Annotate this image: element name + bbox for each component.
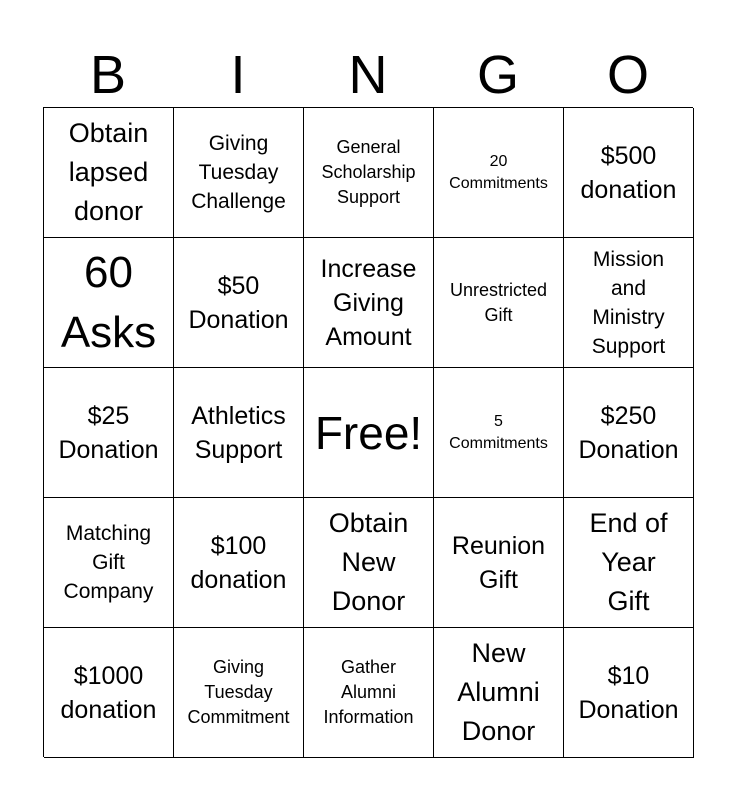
bingo-cell[interactable]	[564, 498, 694, 628]
bingo-cell[interactable]	[44, 498, 174, 628]
bingo-cell-label: $50 Donation	[188, 271, 289, 334]
bingo-cell[interactable]	[434, 108, 564, 238]
bingo-cell[interactable]	[174, 238, 304, 368]
bingo-cell-label: Giving Tuesday Commitment	[187, 657, 290, 727]
bingo-cell[interactable]	[44, 238, 174, 368]
bingo-cell-label: General Scholarship Support	[321, 137, 416, 207]
bingo-cell-label: $100 donation	[190, 531, 287, 594]
header-letter-b: B	[89, 45, 127, 105]
bingo-cell[interactable]	[564, 628, 694, 758]
bingo-cell[interactable]	[174, 498, 304, 628]
bingo-cell[interactable]	[174, 628, 304, 758]
bingo-cell[interactable]	[434, 498, 564, 628]
header-letter-g: G	[476, 45, 519, 105]
bingo-cell[interactable]	[434, 628, 564, 758]
header-letter-n: N	[348, 45, 388, 105]
bingo-cell[interactable]	[564, 108, 694, 238]
bingo-cell-label: Gather Alumni Information	[323, 657, 414, 727]
bingo-cell[interactable]	[564, 238, 694, 368]
bingo-cell-label: New Alumni Donor	[457, 638, 540, 746]
bingo-cell-label: Giving Tuesday Challenge	[191, 132, 286, 213]
bingo-cell[interactable]	[304, 238, 434, 368]
bingo-cell[interactable]	[174, 368, 304, 498]
bingo-cell-label: Unrestricted Gift	[449, 279, 548, 325]
bingo-cell-label: Increase Giving Amount	[320, 254, 417, 351]
bingo-cell-label: Matching Gift Company	[63, 522, 154, 603]
bingo-cell-label: $10 Donation	[578, 661, 679, 724]
bingo-cell-label: End of Year Gift	[589, 508, 668, 616]
header-letter-o: O	[606, 45, 649, 105]
bingo-cell[interactable]	[44, 108, 174, 238]
bingo-cell-label: Obtain New Donor	[328, 508, 409, 616]
bingo-cell[interactable]	[304, 628, 434, 758]
bingo-board	[43, 107, 693, 757]
bingo-cell[interactable]	[304, 498, 434, 628]
bingo-cell-label: Reunion Gift	[451, 531, 546, 594]
header-letter-i: I	[230, 45, 246, 105]
bingo-cell-label: Obtain lapsed donor	[68, 118, 149, 226]
bingo-cell-label: $500 donation	[580, 141, 677, 204]
bingo-cell-label: 5 Commitments	[449, 412, 548, 452]
bingo-cell[interactable]	[304, 108, 434, 238]
bingo-cell-label: 60 Asks	[60, 247, 157, 357]
bingo-cell-label: $250 Donation	[578, 401, 679, 464]
bingo-cell[interactable]	[564, 368, 694, 498]
bingo-header	[43, 44, 693, 106]
bingo-cell[interactable]	[44, 368, 174, 498]
bingo-cell-label: Mission and Ministry Support	[591, 247, 666, 358]
bingo-cell[interactable]	[44, 628, 174, 758]
free-space-label: Free!	[314, 406, 423, 459]
bingo-cell[interactable]	[174, 108, 304, 238]
free-space-cell[interactable]	[304, 368, 434, 498]
bingo-cell-label: $25 Donation	[58, 401, 159, 464]
bingo-cell[interactable]	[434, 368, 564, 498]
bingo-cell-label: Athletics Support	[191, 401, 286, 464]
bingo-cell-label: 20 Commitments	[449, 152, 548, 192]
bingo-cell[interactable]	[434, 238, 564, 368]
bingo-cell-label: $1000 donation	[60, 661, 157, 724]
